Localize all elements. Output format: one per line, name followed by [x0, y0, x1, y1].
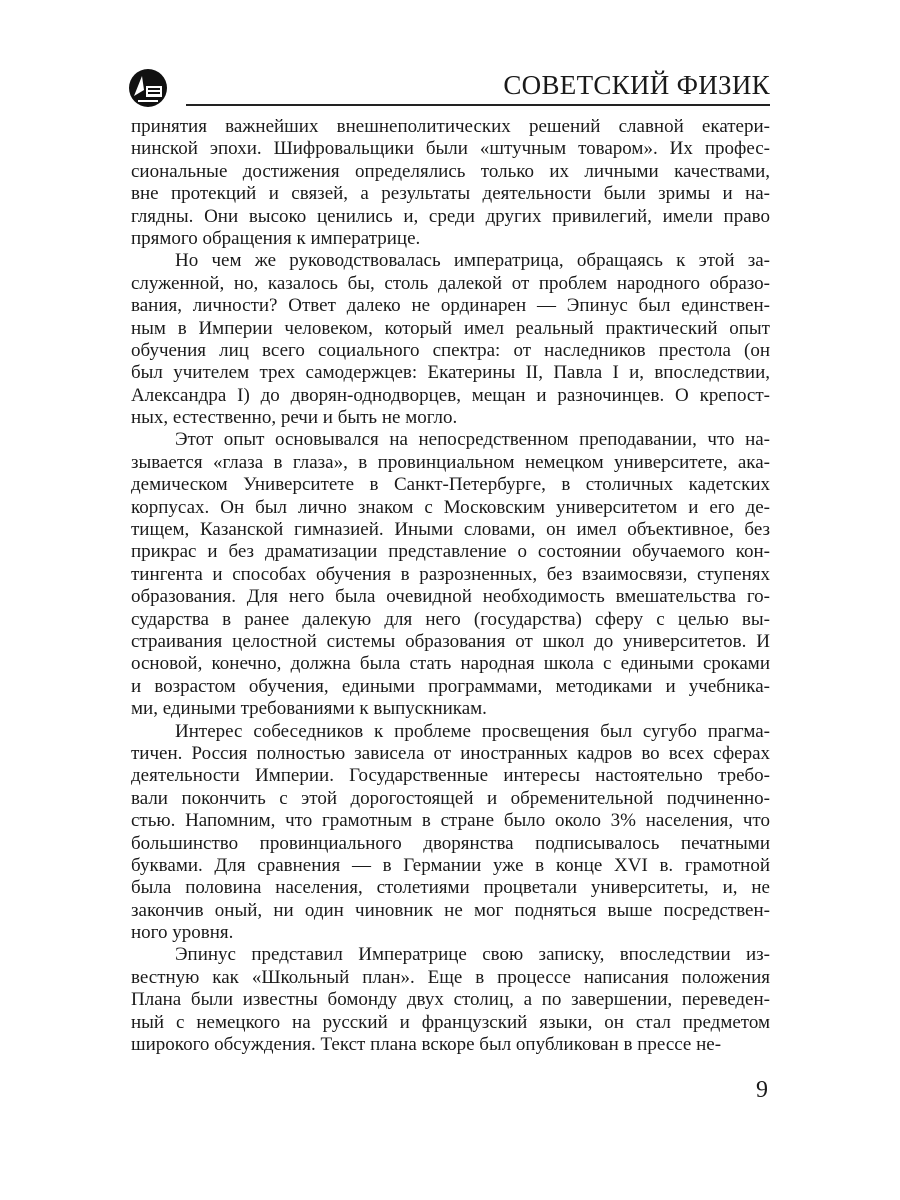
- text-line: нинской эпохи. Шифровальщики были «штучным товаром». Их профес-: [131, 138, 770, 160]
- text-line: вания, личности? Ответ далеко не ординарен — Эпинус был единствен-: [131, 295, 770, 317]
- text-line: Этот опыт основывался на непосредственном преподавании, что на-: [175, 429, 770, 451]
- text-line: ного уровня.: [131, 922, 234, 944]
- text-line: ных, естественно, речи и быть не могло.: [131, 407, 458, 429]
- text-line: тичен. Россия полностью зависела от иностранных кадров во всех сферах: [131, 742, 770, 764]
- text-line: страивания целостной системы образования от школ до университетов. И: [131, 630, 770, 652]
- text-line: деятельности Империи. Государственные интересы настоятельно требо-: [131, 765, 770, 787]
- text-line: Плана были известны бомонду двух столиц, а по завершении, переведен-: [131, 989, 770, 1011]
- text-line: образования. Для него была очевидной необходимость вмешательства го-: [131, 586, 770, 608]
- text-line: тингента и способах обучения в разрозненных, без взаимосвязи, ступенях: [131, 563, 770, 585]
- text-line: стью. Напомним, что грамотным в стране было около 3% населения, что: [131, 810, 770, 832]
- text-line: обучения лиц всего социального спектра: от наследников престола (он: [131, 339, 770, 361]
- text-line: зывается «глаза в глаза», в провинциальном немецком университете, ака-: [131, 451, 770, 473]
- text-line: буквами. Для сравнения — в Германии уже в конце XVI в. грамотной: [131, 854, 770, 876]
- text-line: корпусах. Он был лично знаком с Московским университетом и его де-: [131, 496, 770, 518]
- text-line: демическом Университете в Санкт-Петербурге, в столичных кадетских: [131, 474, 770, 496]
- text-line: прикрас и без драматизации представление о состоянии обучаемого кон-: [131, 541, 770, 563]
- text-line: вали покончить с этой дорогостоящей и обременительной подчиненно-: [131, 787, 770, 809]
- header-rule: [186, 104, 770, 106]
- text-line: ным в Империи человеком, который имел реальный практический опыт: [131, 317, 770, 339]
- text-line: вне протекций и связей, а результаты деятельности были зримы и на-: [131, 183, 770, 205]
- text-line: Александра I) до дворян-однодворцев, мещан и разночинцев. О крепост-: [131, 384, 770, 406]
- page-number: 9: [756, 1077, 768, 1103]
- text-line: тищем, Казанской гимназией. Иными словами, он имел объективное, без: [131, 519, 770, 541]
- text-line: служенной, но, казалось бы, столь далекой от проблем народного образо-: [131, 272, 770, 294]
- running-title: СОВЕТСКИЙ ФИЗИК: [503, 70, 770, 100]
- text-line: Эпинус представил Императрице свою записку, впоследствии из-: [175, 944, 770, 966]
- text-line: широкого обсуждения. Текст плана вскоре был опубликован в прессе не-: [131, 1034, 722, 1056]
- paragraph: [131, 721, 770, 945]
- text-line: прямого обращения к императрице.: [131, 227, 421, 249]
- text-line: сиональные достижения определялись только их личными качествами,: [131, 160, 770, 182]
- paragraph: [131, 429, 770, 720]
- text-line: и возрастом обучения, едиными программами, методиками и учебника-: [131, 675, 770, 697]
- text-line: глядны. Они высоко ценились и, среди других привилегий, имели право: [131, 205, 770, 227]
- text-line: большинство провинциального дворянства подписывалось печатными: [131, 832, 770, 854]
- text-line: закончив оный, ни один чиновник не мог подняться выше посредствен-: [131, 899, 770, 921]
- text-line: вестную как «Школьный план». Еще в процессе написания положения: [131, 966, 770, 988]
- text-line: был учителем трех самодержцев: Екатерины II, Павла I и, впоследствии,: [131, 362, 770, 384]
- body-text: [131, 116, 770, 1056]
- publisher-logo-icon: [128, 68, 168, 108]
- text-line: сударства в ранее далекую для него (государства) сферу с целью вы-: [131, 608, 770, 630]
- paragraph: [131, 250, 770, 429]
- text-line: ный с немецкого на русский и французский языки, он стал предметом: [131, 1011, 770, 1033]
- text-line: Интерес собеседников к проблеме просвещения был сугубо прагма-: [175, 720, 770, 742]
- text-line: Но чем же руководствовалась императрица, обращаясь к этой за-: [175, 250, 770, 272]
- text-line: ми, едиными требованиями к выпускникам.: [131, 698, 487, 720]
- text-line: принятия важнейших внешнеполитических решений славной екатери-: [131, 116, 770, 137]
- text-line: основой, конечно, должна была стать народная школа с едиными сроками: [131, 653, 770, 675]
- paragraph: [131, 944, 770, 1056]
- paragraph: [131, 116, 770, 250]
- text-line: была половина населения, столетиями процветали университеты, и, не: [131, 877, 770, 899]
